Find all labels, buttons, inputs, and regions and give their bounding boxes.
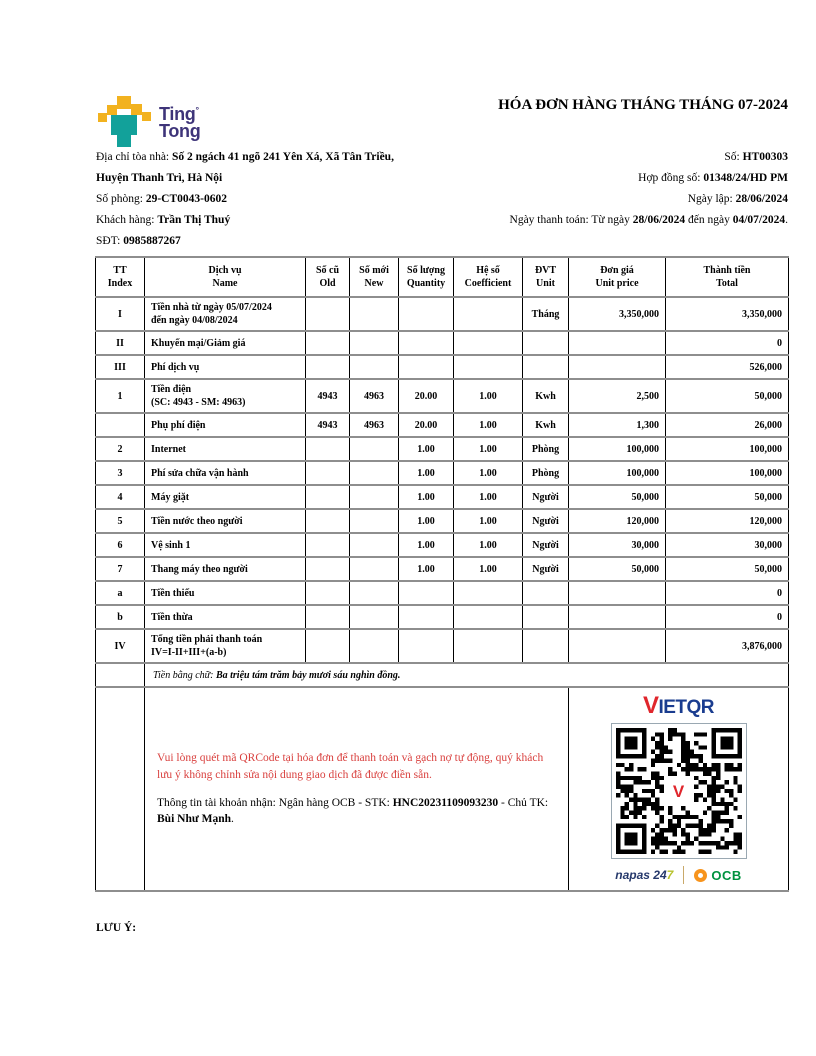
tingtong-logo — [96, 95, 200, 151]
cell-unit — [523, 355, 569, 379]
table-row — [96, 605, 789, 629]
cell-unit-price: 1,300 — [569, 413, 666, 437]
table-row — [96, 297, 789, 331]
cell-unit — [523, 605, 569, 629]
table-row — [96, 581, 789, 605]
cell-index: a — [96, 581, 145, 605]
cell-old — [306, 297, 350, 331]
cell-old: 4943 — [306, 379, 350, 413]
cell-total: 0 — [666, 331, 789, 355]
cell-new: 4963 — [350, 379, 399, 413]
cell-quantity: 1.00 — [399, 533, 454, 557]
cell-unit: Người — [523, 557, 569, 581]
contract-number: Hợp đồng số: 01348/24/HD PM — [638, 172, 788, 184]
cell-total: 26,000 — [666, 413, 789, 437]
cell-new — [350, 509, 399, 533]
cell-index: II — [96, 331, 145, 355]
cell-unit: Tháng — [523, 297, 569, 331]
cell-old — [306, 557, 350, 581]
column-header: Số lượng Quantity — [399, 257, 454, 297]
cell-total: 50,000 — [666, 379, 789, 413]
cell-service-name: Phụ phí điện — [145, 413, 306, 437]
customer-name: Khách hàng: Trần Thị Thuý — [96, 214, 231, 226]
cell-coefficient: 1.00 — [454, 379, 523, 413]
cell-coefficient: 1.00 — [454, 557, 523, 581]
info-row — [96, 172, 788, 193]
cell-unit: Phòng — [523, 461, 569, 485]
cell-unit — [523, 581, 569, 605]
cell-unit: Phòng — [523, 437, 569, 461]
badge-divider — [683, 866, 684, 884]
cell-service-name: Máy giặt — [145, 485, 306, 509]
building-address: Địa chỉ tòa nhà: Số 2 ngách 41 ngõ 241 Yên Xá, Xã Tân Triều, — [96, 151, 394, 163]
cell-index: I — [96, 297, 145, 331]
brand-line2: Tong — [159, 121, 201, 141]
payment-period: Ngày thanh toán: Từ ngày 28/06/2024 đến ngày 04/07/2024. — [509, 214, 788, 226]
column-header: Số mới New — [350, 257, 399, 297]
cell-unit-price: 50,000 — [569, 557, 666, 581]
invoice-header-info — [96, 151, 788, 256]
cell-service-name: Tiền nhà từ ngày 05/07/2024 đến ngày 04/08/2024 — [145, 297, 306, 331]
cell-coefficient — [454, 605, 523, 629]
payment-account-info: Thông tin tài khoản nhận: Ngân hàng OCB - STK: HNC20231109093230 - Chủ TK: Bùi Như Mạnh. — [157, 796, 549, 826]
cell-index: III — [96, 355, 145, 379]
table-header-row — [96, 257, 789, 297]
cell-new — [350, 355, 399, 379]
cell-unit — [523, 629, 569, 663]
qr-code — [611, 723, 747, 859]
tingtong-logo-text — [159, 106, 200, 139]
cell-new — [350, 297, 399, 331]
cell-new — [350, 581, 399, 605]
table-row — [96, 533, 789, 557]
cell-index: 1 — [96, 379, 145, 413]
cell-coefficient — [454, 629, 523, 663]
invoice-table-body — [96, 297, 789, 663]
ocb-ring-icon — [694, 869, 707, 882]
table-row — [96, 331, 789, 355]
cell-new — [350, 605, 399, 629]
cell-coefficient: 1.00 — [454, 533, 523, 557]
cell-service-name: Tiền nước theo người — [145, 509, 306, 533]
empty-cell — [96, 687, 145, 891]
cell-new — [350, 331, 399, 355]
cell-total: 526,000 — [666, 355, 789, 379]
cell-new — [350, 533, 399, 557]
cell-new — [350, 461, 399, 485]
cell-quantity — [399, 605, 454, 629]
cell-unit-price — [569, 605, 666, 629]
cell-quantity — [399, 629, 454, 663]
cell-old — [306, 485, 350, 509]
amount-in-words-row — [96, 663, 789, 687]
column-header: Thành tiền Total — [666, 257, 789, 297]
info-row — [96, 235, 788, 256]
cell-coefficient — [454, 297, 523, 331]
cell-unit — [523, 331, 569, 355]
cell-unit-price — [569, 629, 666, 663]
cell-service-name: Tổng tiền phải thanh toán IV=I-II+III+(a-b) — [145, 629, 306, 663]
cell-index: 4 — [96, 485, 145, 509]
cell-unit-price — [569, 331, 666, 355]
cell-unit-price: 100,000 — [569, 437, 666, 461]
cell-total: 120,000 — [666, 509, 789, 533]
cell-service-name: Vệ sinh 1 — [145, 533, 306, 557]
cell-quantity: 1.00 — [399, 509, 454, 533]
cell-unit: Người — [523, 485, 569, 509]
cell-quantity — [399, 355, 454, 379]
cell-unit: Kwh — [523, 379, 569, 413]
cell-total: 30,000 — [666, 533, 789, 557]
payment-network-badges — [573, 866, 784, 884]
cell-new — [350, 437, 399, 461]
tingtong-logo-icon — [96, 95, 152, 151]
column-header: ĐVT Unit — [523, 257, 569, 297]
payment-instructions-cell — [145, 687, 569, 891]
cell-new: 4963 — [350, 413, 399, 437]
cell-total: 50,000 — [666, 557, 789, 581]
cell-old — [306, 331, 350, 355]
info-row — [96, 214, 788, 235]
column-header: Dịch vụ Name — [145, 257, 306, 297]
column-header: Đơn giá Unit price — [569, 257, 666, 297]
table-row — [96, 355, 789, 379]
cell-unit-price: 2,500 — [569, 379, 666, 413]
empty-cell — [96, 663, 145, 687]
cell-unit: Người — [523, 533, 569, 557]
cell-unit-price: 100,000 — [569, 461, 666, 485]
invoice-number: Số: HT00303 — [724, 151, 788, 163]
cell-service-name: Internet — [145, 437, 306, 461]
cell-total: 100,000 — [666, 437, 789, 461]
table-row — [96, 485, 789, 509]
cell-service-name: Phí dịch vụ — [145, 355, 306, 379]
cell-quantity: 20.00 — [399, 379, 454, 413]
cell-service-name: Khuyến mại/Giảm giá — [145, 331, 306, 355]
cell-old — [306, 533, 350, 557]
cell-unit-price — [569, 581, 666, 605]
cell-index: 5 — [96, 509, 145, 533]
cell-unit-price: 30,000 — [569, 533, 666, 557]
customer-phone: SĐT: 0985887267 — [96, 235, 181, 247]
cell-coefficient: 1.00 — [454, 509, 523, 533]
cell-coefficient: 1.00 — [454, 437, 523, 461]
cell-service-name: Phí sửa chữa vận hành — [145, 461, 306, 485]
cell-total: 100,000 — [666, 461, 789, 485]
cell-service-name: Tiền thừa — [145, 605, 306, 629]
payment-warning-note: Vui lòng quét mã QRCode tại hóa đơn để thanh toán và gạch nợ tự động, quý khách lưu ý không chỉnh sửa nội dung giao dịch đã được điền sẵn. — [157, 752, 544, 781]
cell-coefficient: 1.00 — [454, 461, 523, 485]
table-row — [96, 629, 789, 663]
room-number: Số phòng: 29-CT0043-0602 — [96, 193, 227, 205]
cell-unit: Kwh — [523, 413, 569, 437]
cell-total: 0 — [666, 605, 789, 629]
issue-date: Ngày lập: 28/06/2024 — [687, 193, 788, 205]
cell-index: 2 — [96, 437, 145, 461]
cell-quantity — [399, 297, 454, 331]
cell-unit-price: 50,000 — [569, 485, 666, 509]
vietqr-logo: VIETQR — [642, 692, 715, 719]
cell-total: 3,876,000 — [666, 629, 789, 663]
amount-in-words-cell — [145, 663, 789, 687]
cell-quantity: 1.00 — [399, 437, 454, 461]
cell-coefficient: 1.00 — [454, 413, 523, 437]
building-address-line2: Huyện Thanh Trì, Hà Nội — [96, 172, 223, 184]
cell-quantity — [399, 331, 454, 355]
amount-in-words-value: Ba triệu tám trăm bảy mươi sáu nghìn đồng. — [215, 669, 401, 681]
cell-total: 0 — [666, 581, 789, 605]
cell-new — [350, 485, 399, 509]
brand-degree: ° — [195, 105, 199, 116]
info-row — [96, 151, 788, 172]
table-row — [96, 557, 789, 581]
cell-service-name: Tiền thiếu — [145, 581, 306, 605]
table-row — [96, 437, 789, 461]
cell-unit: Người — [523, 509, 569, 533]
column-header: Số cũ Old — [306, 257, 350, 297]
invoice-table-special-rows — [96, 663, 789, 891]
cell-quantity: 1.00 — [399, 461, 454, 485]
cell-unit-price — [569, 355, 666, 379]
info-row — [96, 193, 788, 214]
ocb-logo: OCB — [694, 869, 741, 882]
table-row — [96, 413, 789, 437]
cell-index: 6 — [96, 533, 145, 557]
column-header: TT Index — [96, 257, 145, 297]
cell-index: 7 — [96, 557, 145, 581]
cell-old — [306, 437, 350, 461]
vietqr-center-mark: V — [667, 779, 691, 803]
cell-old — [306, 355, 350, 379]
brand-line1: Ting — [159, 104, 196, 125]
cell-service-name: Thang máy theo người — [145, 557, 306, 581]
cell-old — [306, 509, 350, 533]
cell-old — [306, 461, 350, 485]
cell-unit-price: 120,000 — [569, 509, 666, 533]
cell-index: 3 — [96, 461, 145, 485]
column-header: Hệ số Coefficient — [454, 257, 523, 297]
napas-247-logo: napas 247 — [615, 868, 674, 882]
cell-service-name: Tiền điện (SC: 4943 - SM: 4963) — [145, 379, 306, 413]
payment-qr-row — [96, 687, 789, 891]
table-row — [96, 509, 789, 533]
cell-coefficient — [454, 331, 523, 355]
cell-old: 4943 — [306, 413, 350, 437]
invoice-table — [95, 256, 789, 892]
cell-unit-price: 3,350,000 — [569, 297, 666, 331]
cell-quantity: 1.00 — [399, 485, 454, 509]
cell-total: 3,350,000 — [666, 297, 789, 331]
table-row — [96, 379, 789, 413]
table-row — [96, 461, 789, 485]
cell-coefficient — [454, 581, 523, 605]
cell-quantity — [399, 581, 454, 605]
cell-index: IV — [96, 629, 145, 663]
cell-quantity: 20.00 — [399, 413, 454, 437]
cell-quantity: 1.00 — [399, 557, 454, 581]
footer-note-label: LƯU Ý: — [96, 922, 137, 934]
amount-in-words-label: Tiền bằng chữ: — [153, 669, 216, 681]
cell-old — [306, 629, 350, 663]
cell-coefficient — [454, 355, 523, 379]
cell-new — [350, 629, 399, 663]
invoice-title: HÓA ĐƠN HÀNG THÁNG THÁNG 07-2024 — [498, 97, 788, 113]
cell-coefficient: 1.00 — [454, 485, 523, 509]
cell-new — [350, 557, 399, 581]
cell-old — [306, 581, 350, 605]
cell-index — [96, 413, 145, 437]
cell-index: b — [96, 605, 145, 629]
cell-total: 50,000 — [666, 485, 789, 509]
vietqr-cell — [569, 687, 789, 891]
cell-old — [306, 605, 350, 629]
